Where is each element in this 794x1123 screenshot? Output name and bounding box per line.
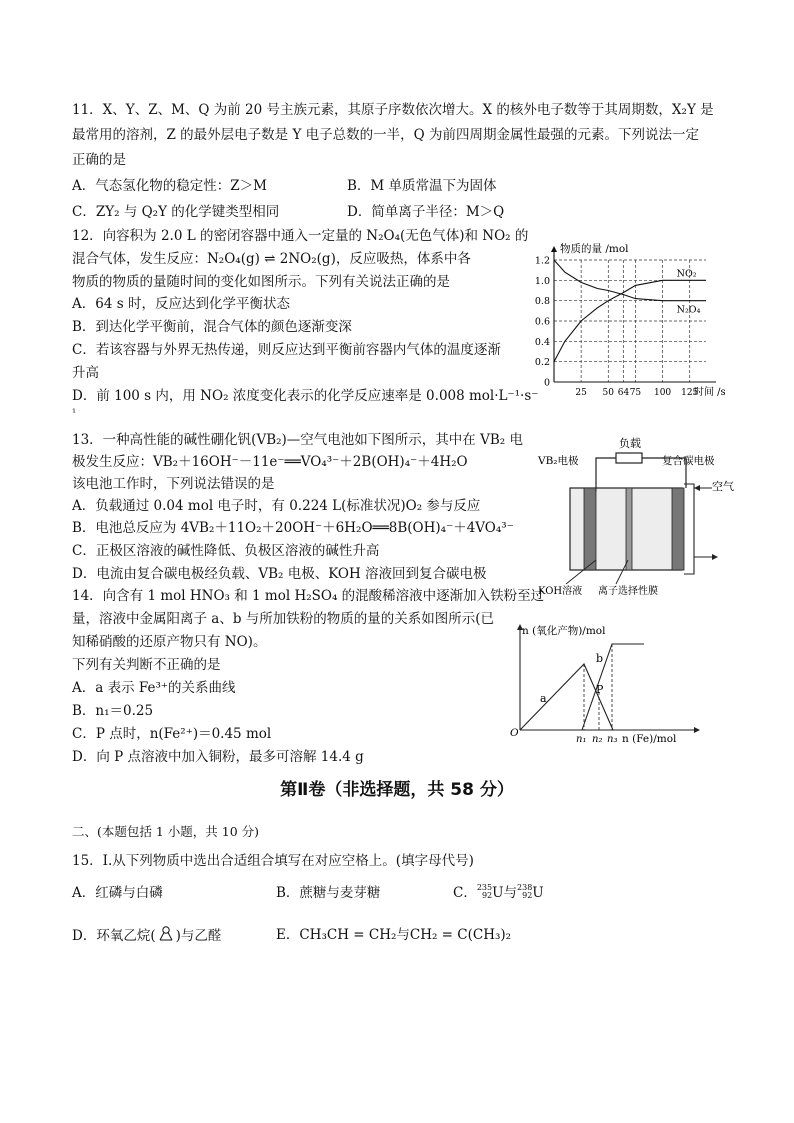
q14-option-a: A．a 表示 Fe³⁺的关系曲线 — [72, 680, 236, 696]
load-resistor — [616, 453, 642, 463]
q15-option-c-prefix: C． — [453, 885, 477, 901]
q12-option-a: A．64 s 时，反应达到化学平衡状态 — [72, 296, 290, 312]
q11-option-a: A．气态氢化物的稳定性：Z＞M — [72, 178, 267, 194]
membrane-label: 离子选择性膜 — [598, 586, 658, 597]
y-tick-label: 1.0 — [534, 275, 550, 287]
isotope-2-symbol: U — [532, 885, 544, 901]
q13-option-d: D．电流由复合碳电极经负载、VB₂ 电极、KOH 溶液回到复合碳电极 — [72, 566, 487, 582]
q15-option-d-suffix: )与乙醛 — [175, 928, 222, 944]
y-tick-label: 0.6 — [534, 316, 550, 328]
q14-stem-line-1: 14．向含有 1 mol HNO₃ 和 1 mol H₂SO₄ 的混酸稀溶液中逐渐加入铁粉至过 — [72, 588, 545, 604]
q11-stem-line-2: 最常用的溶剂，Z 的最外层电子数是 Y 电子总数的一半，Q 为前四周期金属性最强的元素。下列说法一定 — [72, 127, 700, 143]
isotope-1-numbers: 235 92 — [476, 883, 493, 900]
q15-option-d — [72, 925, 221, 946]
q11-stem-line-1: 11．X、Y、Z、M、Q 为前 20 号主族元素，其原子序数依次增大。X 的核外电子数等于其周期数，X₂Y 是 — [72, 102, 714, 118]
q15-option-d-prefix: D．环氧乙烷( — [72, 928, 156, 944]
q12-stem-line-1: 12．向容积为 2.0 L 的密闭容器中通入一定量的 N₂O₄(无色气体)和 NO₂ 的 — [72, 228, 529, 244]
n1-label: n₁ — [576, 734, 587, 745]
q12-stem-line-3: 物质的物质的量随时间的变化如图所示。下列有关说法正确的是 — [72, 274, 450, 290]
x-tick-label: 125 — [681, 388, 699, 398]
x-tick-label: 64 — [617, 388, 630, 398]
vb2-electrode-label: VB₂电极 — [538, 455, 579, 467]
q11-stem-line-3: 正确的是 — [72, 152, 126, 168]
q13-battery-diagram — [536, 432, 746, 602]
carbon-electrode — [672, 488, 684, 570]
y-axis-label: 物质的量 /mol — [560, 243, 629, 255]
q15-option-c — [453, 883, 544, 903]
q15-option-a: A．红磷与白磷 — [72, 885, 163, 901]
q14-xlabel: n (Fe)/mol — [622, 733, 677, 745]
q12-option-d-cont: ¹ — [72, 408, 77, 419]
series-label-0: NO₂ — [676, 268, 697, 280]
q12-chart — [528, 236, 738, 406]
q13-option-b: B．电池总反应为 4VB₂＋11O₂＋20OH⁻＋6H₂O══8B(OH)₄⁻＋4VO₄³⁻ — [72, 520, 514, 536]
x-tick-label: 50 — [602, 388, 615, 398]
q14-graph — [508, 620, 708, 746]
q12-stem-line-2: 混合气体，发生反应：N₂O₄(g) ⇌ 2NO₂(g)，反应吸热，体系中各 — [72, 251, 471, 267]
load-label: 负载 — [619, 437, 641, 450]
vb2-electrode — [584, 488, 596, 570]
section-heading: 二、(本题包括 1 小题，共 10 分) — [72, 824, 260, 839]
y-tick-label: 0 — [543, 377, 550, 389]
q14-stem-line-3: 知稀硝酸的还原产物只有 NO)。 — [72, 634, 267, 650]
q13-stem-line-3: 该电池工作时，下列说法错误的是 — [72, 476, 275, 492]
q15-stem: 15．Ⅰ.从下列物质中选出合适组合填写在对应空格上。(填字母代号) — [72, 853, 474, 869]
q13-option-c: C．正极区溶液的碱性降低、负极区溶液的碱性升高 — [72, 543, 380, 559]
air-label: 空气 — [712, 480, 734, 493]
point-p-label: P — [596, 683, 604, 696]
y-tick-label: 0.4 — [534, 336, 550, 348]
q14-option-d: D．向 P 点溶液中加入铜粉，最多可溶解 14.4 g — [72, 749, 364, 765]
q14-option-b: B．n₁＝0.25 — [72, 703, 154, 719]
x-tick-label: 75 — [629, 388, 642, 398]
x-tick-label: 25 — [575, 388, 587, 398]
q15-option-b: B．蔗糖与麦芽糖 — [276, 885, 381, 901]
curve-a-label: a — [540, 692, 547, 705]
curve-b — [582, 644, 644, 730]
y-axis-arrow — [551, 246, 557, 252]
q13-stem-line-1: 13．一种高性能的碱性硼化钒(VB₂)—空气电池如下图所示，其中在 VB₂ 电 — [72, 432, 523, 448]
membrane — [626, 488, 632, 570]
q13-stem-line-2: 极发生反应：VB₂＋16OH⁻－11e⁻══VO₄³⁻＋2B(OH)₄⁻＋4H₂O — [72, 454, 468, 470]
q12-option-d: D．前 100 s 内，用 NO₂ 浓度变化表示的化学反应速率是 0.008 mol·L⁻¹·s⁻ — [72, 388, 539, 404]
n3-label: n₃ — [607, 734, 618, 745]
series-label-1: N₂O₄ — [676, 304, 701, 316]
q14-ylabel: n (氧化产物)/mol — [522, 625, 606, 637]
q13-option-a: A．负载通过 0.04 mol 电子时，有 0.224 L(标准状况)O₂ 参与反应 — [72, 498, 481, 514]
isotope-1-symbol: U — [492, 885, 504, 901]
isotope-2-numbers: 238 92 — [517, 883, 533, 900]
x-axis-label: 时间 /s — [694, 387, 726, 398]
y-tick-label: 0.8 — [534, 296, 550, 308]
q11-option-b: B．M 单质常温下为固体 — [347, 178, 497, 194]
curve-b-label: b — [596, 652, 604, 665]
koh-label: KOH溶液 — [538, 586, 583, 597]
carbon-electrode-label: 复合碳电极 — [662, 455, 715, 467]
q11-option-c: C．ZY₂ 与 Q₂Y 的化学键类型相同 — [72, 204, 280, 220]
y-tick-label: 0.2 — [534, 357, 550, 369]
n2-label: n₂ — [592, 734, 603, 745]
q11-option-d: D．简单离子半径：M＞Q — [347, 204, 505, 220]
q12-option-c: C．若该容器与外界无热传递，则反应达到平衡前容器内气体的温度逐渐 — [72, 342, 501, 358]
q12-option-b: B．到达化学平衡前，混合气体的颜色逐渐变深 — [72, 319, 352, 335]
q15-option-c-mid: 与 — [503, 885, 518, 901]
x-tick-label: 100 — [653, 388, 672, 398]
q15-option-e: E．CH₃CH = CH₂与CH₂ = C(CH₃)₂ — [276, 927, 512, 943]
q14-origin: O — [510, 727, 519, 739]
part2-title: 第Ⅱ卷（非选择题，共 58 分） — [280, 780, 514, 800]
q12-option-c-cont: 升高 — [72, 365, 99, 381]
epoxide-ring-icon — [156, 925, 176, 943]
y-tick-label: 1.2 — [534, 255, 550, 267]
q14-stem-line-4: 下列有关判断不正确的是 — [72, 657, 221, 673]
q14-option-c: C．P 点时，n(Fe²⁺)＝0.45 mol — [72, 726, 272, 742]
q14-stem-line-2: 量，溶液中金属阳离子 a、b 与所加铁粉的物质的量的关系如图所示(已 — [72, 611, 495, 627]
